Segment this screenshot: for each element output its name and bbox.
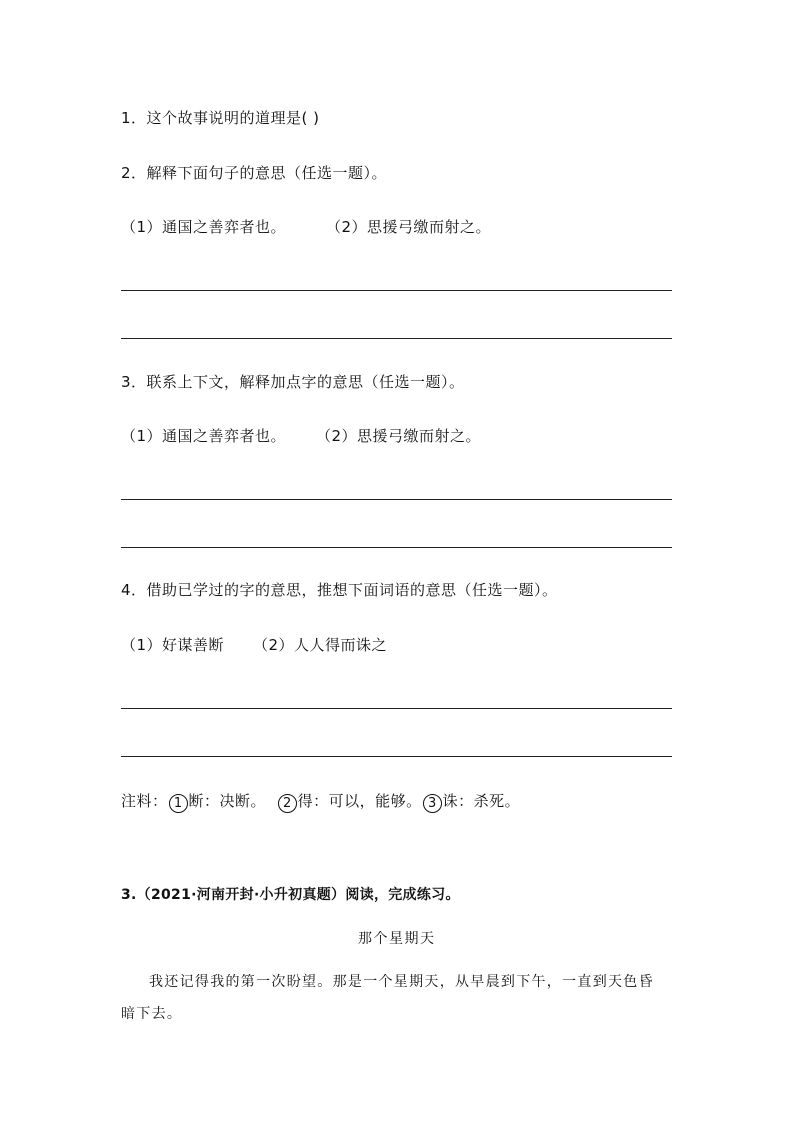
- q4-option-2: （2）人人得而诛之: [253, 636, 388, 654]
- note-1-number: 1: [169, 794, 188, 813]
- passage-title: 那个星期天: [358, 931, 436, 947]
- q2-option-1: （1）通国之善弈者也。: [121, 218, 287, 236]
- q4-stem: 4．借助已学过的字的意思，推想下面词语的意思（任选一题）。: [121, 581, 558, 599]
- note-2-text: 得：可以，能够。: [297, 792, 422, 810]
- q1-text: 1．这个故事说明的道理是( ): [121, 109, 320, 127]
- section-3-heading: 3.（2021·河南开封·小升初真题）阅读，完成练习。: [121, 887, 460, 903]
- q3-answer-line-2[interactable]: [121, 547, 672, 548]
- passage-line-2: 暗下去。: [121, 1006, 183, 1022]
- q3-answer-line-1[interactable]: [121, 499, 672, 500]
- q2-answer-line-1[interactable]: [121, 290, 672, 291]
- q2-option-2: （2）思援弓缴而射之。: [326, 218, 492, 236]
- note-2-number: 2: [278, 794, 297, 813]
- q4-answer-line-1[interactable]: [121, 708, 672, 709]
- note-1-text: 断：决断。: [188, 792, 267, 810]
- q3-stem: 3．联系上下文，解释加点字的意思（任选一题）。: [121, 373, 465, 391]
- notes-line: [121, 791, 520, 813]
- notes-prefix: 注料：: [121, 792, 168, 810]
- q3-option-1: （1）通国之善弈者也。: [121, 427, 287, 445]
- q3-option-2: （2）思援弓缴而射之。: [316, 427, 482, 445]
- passage-line-1: 我还记得我的第一次盼望。那是一个星期天，从早晨到下午，一直到天色昏: [149, 974, 654, 990]
- q2-answer-line-2[interactable]: [121, 338, 672, 339]
- q4-answer-line-2[interactable]: [121, 756, 672, 757]
- q2-stem: 2．解释下面句子的意思（任选一题）。: [121, 164, 388, 182]
- note-3-text: 诛：杀死。: [442, 792, 521, 810]
- q4-option-1: （1）好谋善断: [121, 636, 225, 654]
- note-3-number: 3: [423, 794, 442, 813]
